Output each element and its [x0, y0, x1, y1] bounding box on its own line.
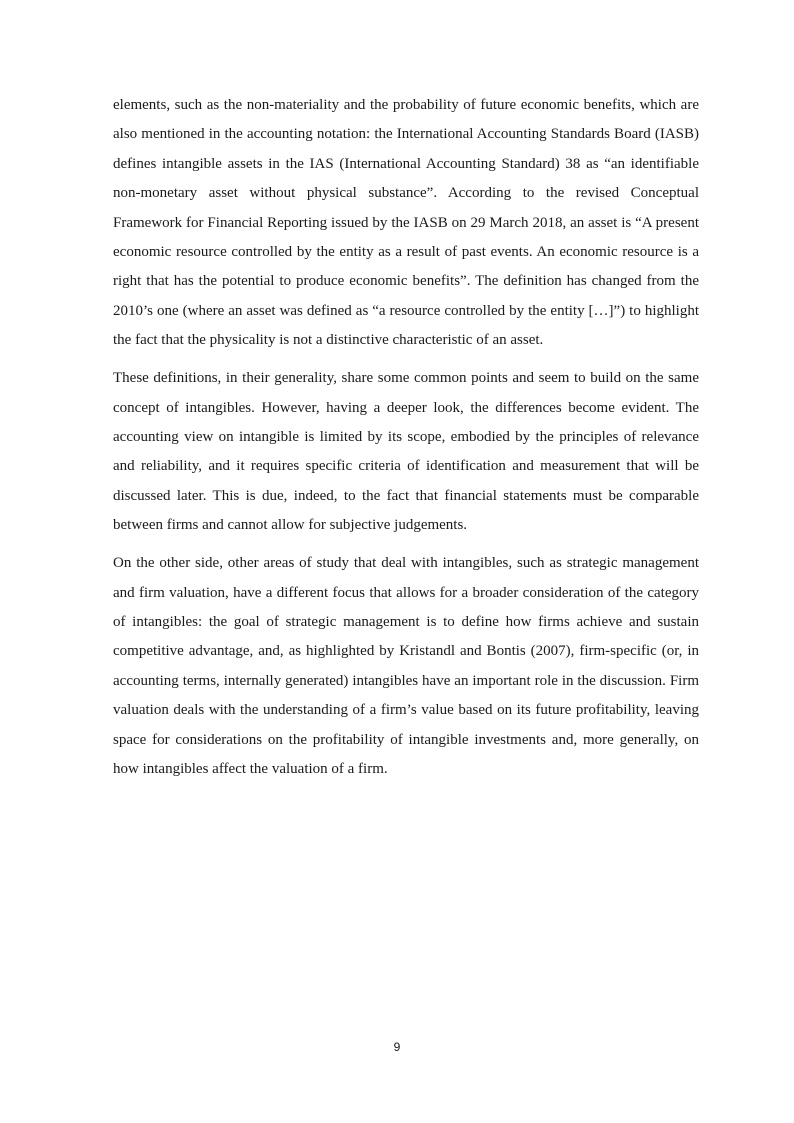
- document-body: [113, 91, 699, 793]
- page-number: 9: [393, 1040, 401, 1054]
- paragraph-definitions: elements, such as the non-materiality and the probability of future economic benefits, which are also mentioned in the accounting notation: the International Accounting Standards Board (IASB) defines intangible assets in the IAS (International Accounting Standard) 38 as “an identifiable non-monetary asset without physical substance”. According to the revised Conceptual Framework for Financial Reporting issued by the IASB on 29 March 2018, an asset is “A present economic resource controlled by the entity as a result of past events. An economic resource is a right that has the potential to produce economic benefits”. The definition has changed from the 2010’s one (where an asset was defined as “a resource controlled by the entity […]”) to highlight the fact that the physicality is not a distinctive characteristic of an asset.: [113, 97, 699, 349]
- paragraph-common-points: These definitions, in their generality, share some common points and seem to build on the same concept of intangibles. However, having a deeper look, the differences become evident. The accounting view on intangible is limited by its scope, embodied by the principles of relevance and reliability, and it requires specific criteria of identification and measurement that will be discussed later. This is due, indeed, to the fact that financial statements must be comparable between firms and cannot allow for subjective judgements.: [113, 370, 699, 534]
- paragraph-other-areas: On the other side, other areas of study that deal with intangibles, such as strategic management and firm valuation, have a different focus that allows for a broader consideration of the category of intangibles: the goal of strategic management is to define how firms achieve and sustain competitive advantage, and, as highlighted by Kristandl and Bontis (2007), firm-specific (or, in accounting terms, internally generated) intangibles have an important role in the discussion. Firm valuation deals with the understanding of a firm’s value based on its future profitability, leaving space for considerations on the profitability of intangible investments and, more generally, on how intangibles affect the valuation of a firm.: [113, 555, 699, 777]
